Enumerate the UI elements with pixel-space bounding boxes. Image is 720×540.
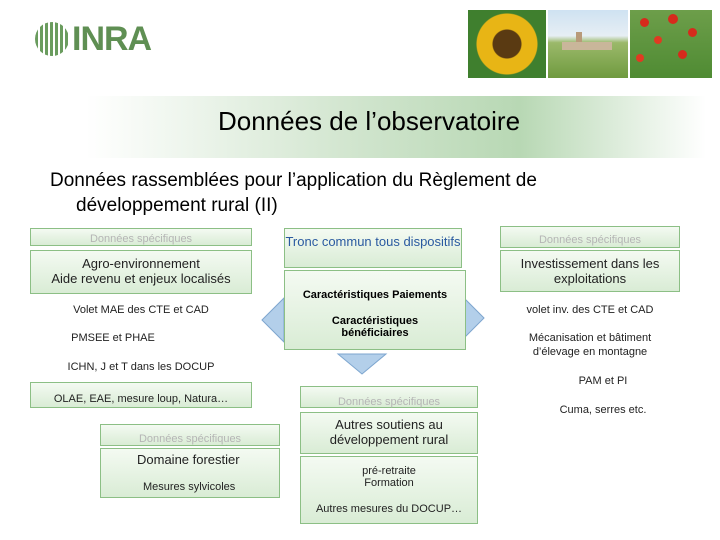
other-title-line-2: développement rural [329,432,449,447]
right-item-2-line-2: d’élevage en montagne [532,346,648,358]
right-item-4: Cuma, serres etc. [559,404,647,416]
forest-header: Données spécifiques [138,433,242,445]
center-title-box [284,228,462,268]
other-title-line-1: Autres soutiens au [335,417,443,432]
logo-text: INRA [72,20,152,58]
other-items-box [300,456,478,524]
left-title-line-1: Agro-environnement [82,256,200,271]
other-title-box [300,412,478,454]
left-item-4-box [30,382,252,408]
left-header: Données spécifiques [89,233,193,245]
left-title-line-2: Aide revenu et enjeux localisés [51,271,231,286]
left-item-3: ICHN, J et T dans les DOCUP [67,361,215,373]
subtitle-line-2: développement rural (II) [76,195,278,216]
right-title-line-1: Investissement dans les [520,256,660,271]
other-item-1: pré-retraite [362,465,416,477]
forest-title: Domaine forestier [137,452,240,467]
right-item-1: volet inv. des CTE et CAD [526,304,654,316]
forest-title-box [100,448,280,498]
other-item-2: Formation [364,477,414,489]
left-item-4: OLAE, EAE, mesure loup, Natura… [53,393,229,405]
center-info-box [284,270,466,350]
center-title: Tronc commun tous dispositifs [285,234,461,249]
center-item-2-line-1: Caractéristiques [331,315,419,327]
right-arrow [464,298,484,338]
right-header: Données spécifiques [538,234,642,246]
right-title-box [500,250,680,292]
left-header-box [30,228,252,246]
left-item-1: Volet MAE des CTE et CAD [73,304,209,316]
forest-header-box [100,424,280,446]
subtitle-line-1: Données rassemblées pour l’application du Règlement de [50,170,537,191]
page-title: Données de l’observatoire [217,106,521,136]
left-title-box [30,250,252,294]
right-item-2-line-1: Mécanisation et bâtiment [528,332,652,344]
down-arrow [338,354,386,374]
other-header: Données spécifiques [337,396,441,408]
right-item-3: PAM et PI [578,375,628,387]
center-item-2-line-2: bénéficiaires [341,327,409,339]
right-header-box [500,226,680,248]
left-item-2: PMSEE et PHAE [71,332,155,344]
center-item-1: Caractéristiques Paiements [302,289,448,301]
right-title-line-2: exploitations [553,271,627,286]
other-header-box [300,386,478,408]
forest-item: Mesures sylvicoles [143,481,236,493]
left-arrow [262,298,284,342]
other-item-3: Autres mesures du DOCUP… [315,503,463,515]
